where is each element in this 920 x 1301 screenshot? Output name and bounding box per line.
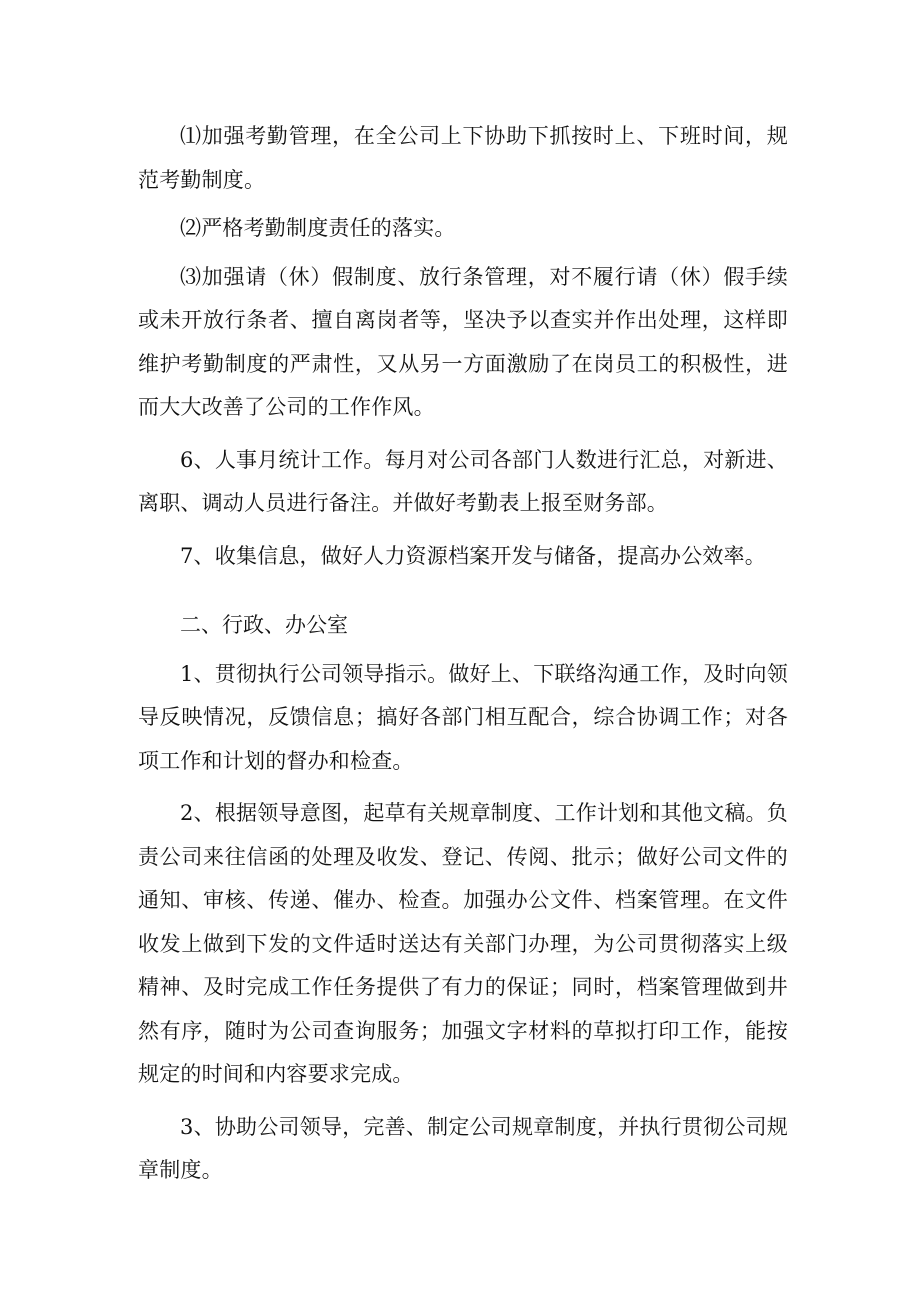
paragraph-attendance-responsibility: ⑵严格考勤制度责任的落实。 [180,216,456,240]
paragraph-attendance-management: ⑴加强考勤管理，在全公司上下协助下抓按时上、下班时间，规范考勤制度。 [138,124,788,192]
paragraph-regulations: 3、协助公司领导，完善、制定公司规章制度，并执行贯彻公司规章制度。 [138,1114,788,1182]
paragraph-monthly-statistics: 6、人事月统计工作。每月对公司各部门人数进行汇总，对新进、离职、调动人员进行备注。并做好考勤表上报至财务部。 [138,447,788,515]
document-body [138,115,788,1193]
paragraph-leadership-instructions: 1、贯彻执行公司领导指示。做好上、下联络沟通工作，及时向领导反映情况，反馈信息；搞好各部门相互配合，综合协调工作；对各项工作和计划的督办和检查。 [138,661,788,773]
section-heading: 二、行政、办公室 [180,613,348,637]
paragraph-leave-management: ⑶加强请（休）假制度、放行条管理，对不履行请（休）假手续或未开放行条者、擅自离岗者等，坚决予以查实并作出处理，这样即维护考勤制度的严肃性，又从另一方面激励了在岗员工的积极性，进而大大改善了公司的工作作风。 [138,264,788,419]
paragraph-drafting-documents: 2、根据领导意图，起草有关规章制度、工作计划和其他文稿。负责公司来往信函的处理及收发、登记、传阅、批示；做好公司文件的通知、审核、传递、催办、检查。加强办公文件、档案管理。在文件收发上做到下发的文件适时送达有关部门办理，为公司贯彻落实上级精神、及时完成工作任务提供了有力的保证；同时，档案管理做到井然有序，随时为公司查询服务；加强文字材料的草拟打印工作，能按规定的时间和内容要求完成。 [138,801,788,1086]
paragraph-information-collection: 7、收集信息，做好人力资源档案开发与储备，提高办公效率。 [180,543,766,568]
